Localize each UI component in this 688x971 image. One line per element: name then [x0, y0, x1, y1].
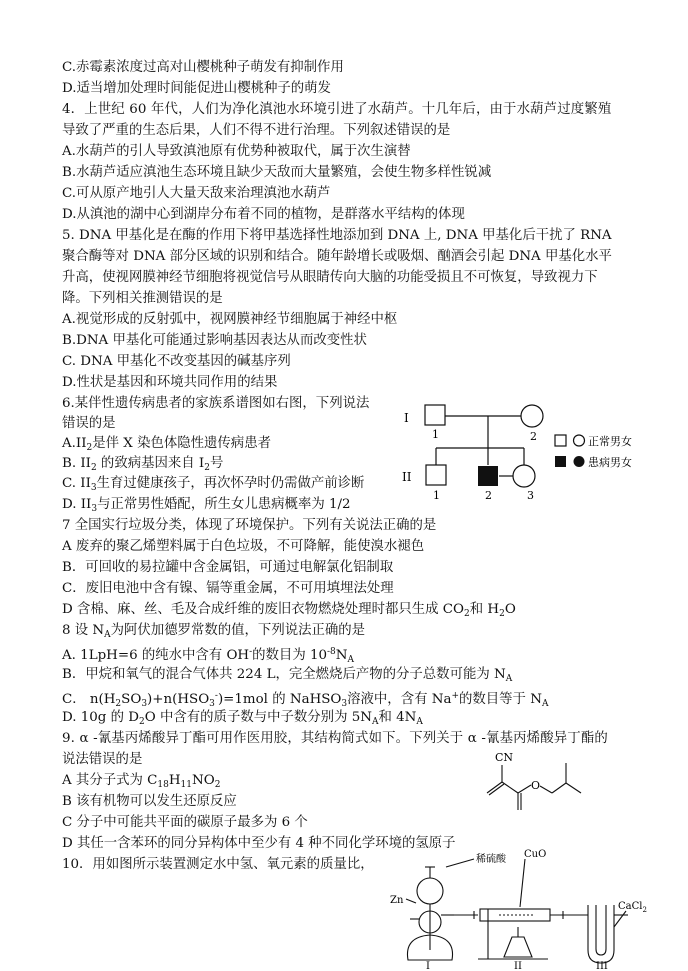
acid-label: 稀硫酸 [476, 854, 506, 865]
legend-affected-female-icon [574, 456, 585, 467]
option-5a: A.视觉形成的反射弧中，视网膜神经节细胞属于神经中枢 [62, 312, 398, 327]
option-3c: C.赤霉素浓度过高对山樱桃种子萌发有抑制作用 [62, 60, 344, 75]
pedigree-i2-label: 2 [530, 430, 537, 443]
question-5-stem-1: 5. DNA 甲基化是在酶的作用下将甲基选择性地添加到 DNA 上, DNA 甲基化后干扰了 RNA [62, 228, 612, 243]
option-8b: B．甲烷和氧气的混合气体共 224 L，完全燃烧后产物的分子总数可能为 $N_A$ [62, 667, 513, 684]
option-4d: D.从滇池的湖中心到湖岸分布着不同的植物，是群落水平结构的体现 [62, 207, 465, 222]
pedigree-i2-circle [521, 405, 543, 427]
legend-normal-text: 正常男女 [588, 435, 632, 448]
question-4-stem-2: 导致了严重的生态后果，人们不得不进行治理。下列叙述错误的是 [62, 123, 451, 138]
question-6-stem-1: 6.某伴性遗传病患者的家族系谱图如右图，下列说法 [62, 396, 370, 411]
option-7a: A 废弃的聚乙烯塑料属于白色垃圾，不可降解，能使溴水褪色 [62, 539, 425, 554]
option-7b: B．可回收的易拉罐中含金属铝，可通过电解氯化铝制取 [62, 560, 394, 575]
option-8a: A. 1LpH=6 的纯水中含有 OH-的数目为 $10^{-8}N_A$ [62, 647, 355, 665]
option-4a: A.水葫芦的引人导致滇池原有优势种被取代，属于次生演替 [62, 144, 411, 159]
pedigree-ii2-square-affected [478, 466, 498, 486]
question-7-stem: 7 全国实行垃圾分类，体现了环境保护。下列有关说法正确的是 [62, 518, 437, 533]
molecule-structure [478, 748, 603, 820]
legend-normal-male-icon [555, 435, 566, 446]
option-4b: B.水葫芦适应滇池生态环境且缺少天敌而大量繁殖，会使生物多样性锐减 [62, 165, 492, 180]
gen-1-label: I [404, 411, 409, 425]
cyano-label: CN [495, 751, 514, 764]
option-7c: C．废旧电池中含有镍、镉等重金属，不可用填埋法处理 [62, 581, 394, 596]
option-5c: C. DNA 甲基化不改变基因的碱基序列 [62, 354, 291, 369]
option-6d: D. $II_3$与正常男性婚配，所生女儿患病概率为 1/2 [62, 497, 351, 514]
option-9c: C 分子中可能共平面的碳原子最多为 6 个 [62, 815, 308, 830]
pedigree-ii3-label: 3 [527, 489, 534, 502]
gen-2-label: II [402, 470, 412, 484]
apparatus-ii-label: II [514, 961, 522, 969]
pedigree-ii1-label: 1 [433, 489, 440, 502]
option-9b: B 该有机物可以发生还原反应 [62, 794, 237, 809]
question-10-stem: 10．用如图所示装置测定水中氢、氧元素的质量比， [62, 857, 374, 872]
pedigree-diagram [400, 398, 650, 510]
question-8-stem: 8 设 $N_A$为阿伏加德罗常数的值，下列说法正确的是 [62, 623, 366, 640]
apparatus-i-label: I [426, 961, 430, 969]
ester-oxygen-label: O [531, 779, 541, 792]
alcohol-lamp [504, 937, 532, 957]
apparatus-diagram [388, 845, 653, 969]
pedigree-ii3-circle [513, 465, 535, 487]
question-9-stem-2: 说法错误的是 [62, 752, 143, 767]
question-9-stem-1: 9. α -氰基丙烯酸异丁酯可用作医用胶，其结构简式如下。下列关于 α -氰基丙烯酸异丁酯的 [62, 731, 608, 746]
option-6c: C. $II_3$生育过健康孩子，再次怀孕时仍需做产前诊断 [62, 476, 365, 493]
pedigree-ii2-label: 2 [485, 489, 492, 502]
pedigree-i1-square [425, 405, 445, 425]
option-5b: B.DNA 甲基化可能通过影响基因表达从而改变性状 [62, 333, 367, 348]
option-8d: D. 10g 的 $D_2O$ 中含有的质子数与中子数分别为 $5N_A$和 $4N_A$ [62, 710, 423, 727]
question-5-stem-4: 降。下列相关推测错误的是 [62, 291, 223, 306]
apparatus-iii-label: III [596, 961, 608, 969]
option-9a: A 其分子式为 $C_{18}H_{11}NO_2$ [62, 773, 221, 790]
legend-normal-female-icon [574, 435, 585, 446]
option-7d: D 含棉、麻、丝、毛及合成纤维的废旧衣物燃烧处理时都只生成 $CO_2$和 $H_2O$ [62, 602, 516, 619]
zn-label: Zn [390, 895, 404, 906]
option-6a: $A.II_2$是伴 X 染色体隐性遗传病患者 [62, 436, 271, 453]
pedigree-i1-label: 1 [432, 428, 439, 441]
question-6-stem-2: 错误的是 [62, 416, 116, 431]
question-4-stem-1: 4．上世纪 60 年代，人们为净化滇池水环境引进了水葫芦。十几年后，由于水葫芦过度繁殖 [62, 102, 612, 117]
cuo-label: CuO [524, 849, 547, 860]
legend-affected-male-icon [555, 456, 566, 467]
question-5-stem-2: 聚合酶等对 DNA 部分区域的识别和结合。随年龄增长或吸烟、酗酒会引起 DNA 甲基化水平 [62, 249, 612, 264]
option-8c: C． $n(H_2SO_3)+n(HSO_3^-)=1mol$ 的 NaHSO$_3$溶液中，含有 Na+的数目等于 $N_A$ [62, 691, 549, 709]
option-6b: B. $II_2$ 的致病基因来自 $I_2$号 [62, 456, 224, 473]
legend-affected-text: 患病男女 [588, 456, 632, 469]
kipp-upper-bulb [417, 878, 443, 904]
question-5-stem-3: 升高，使视网膜神经节细胞将视觉信号从眼睛传向大脑的功能受损且不可恢复，导致视力下 [62, 270, 598, 285]
cacl2-label: CaCl$_2$ [618, 901, 647, 914]
option-9d: D 其任一含苯环的同分异构体中至少有 4 种不同化学环境的氢原子 [62, 836, 456, 851]
option-4c: C.可从原产地引人大量天敌来治理滇池水葫芦 [62, 186, 331, 201]
u-tube [588, 905, 614, 963]
option-3d: D.适当增加处理时间能促进山樱桃种子的萌发 [62, 81, 331, 96]
pedigree-ii1-square [426, 465, 446, 485]
option-5d: D.性状是基因和环境共同作用的结果 [62, 375, 278, 390]
